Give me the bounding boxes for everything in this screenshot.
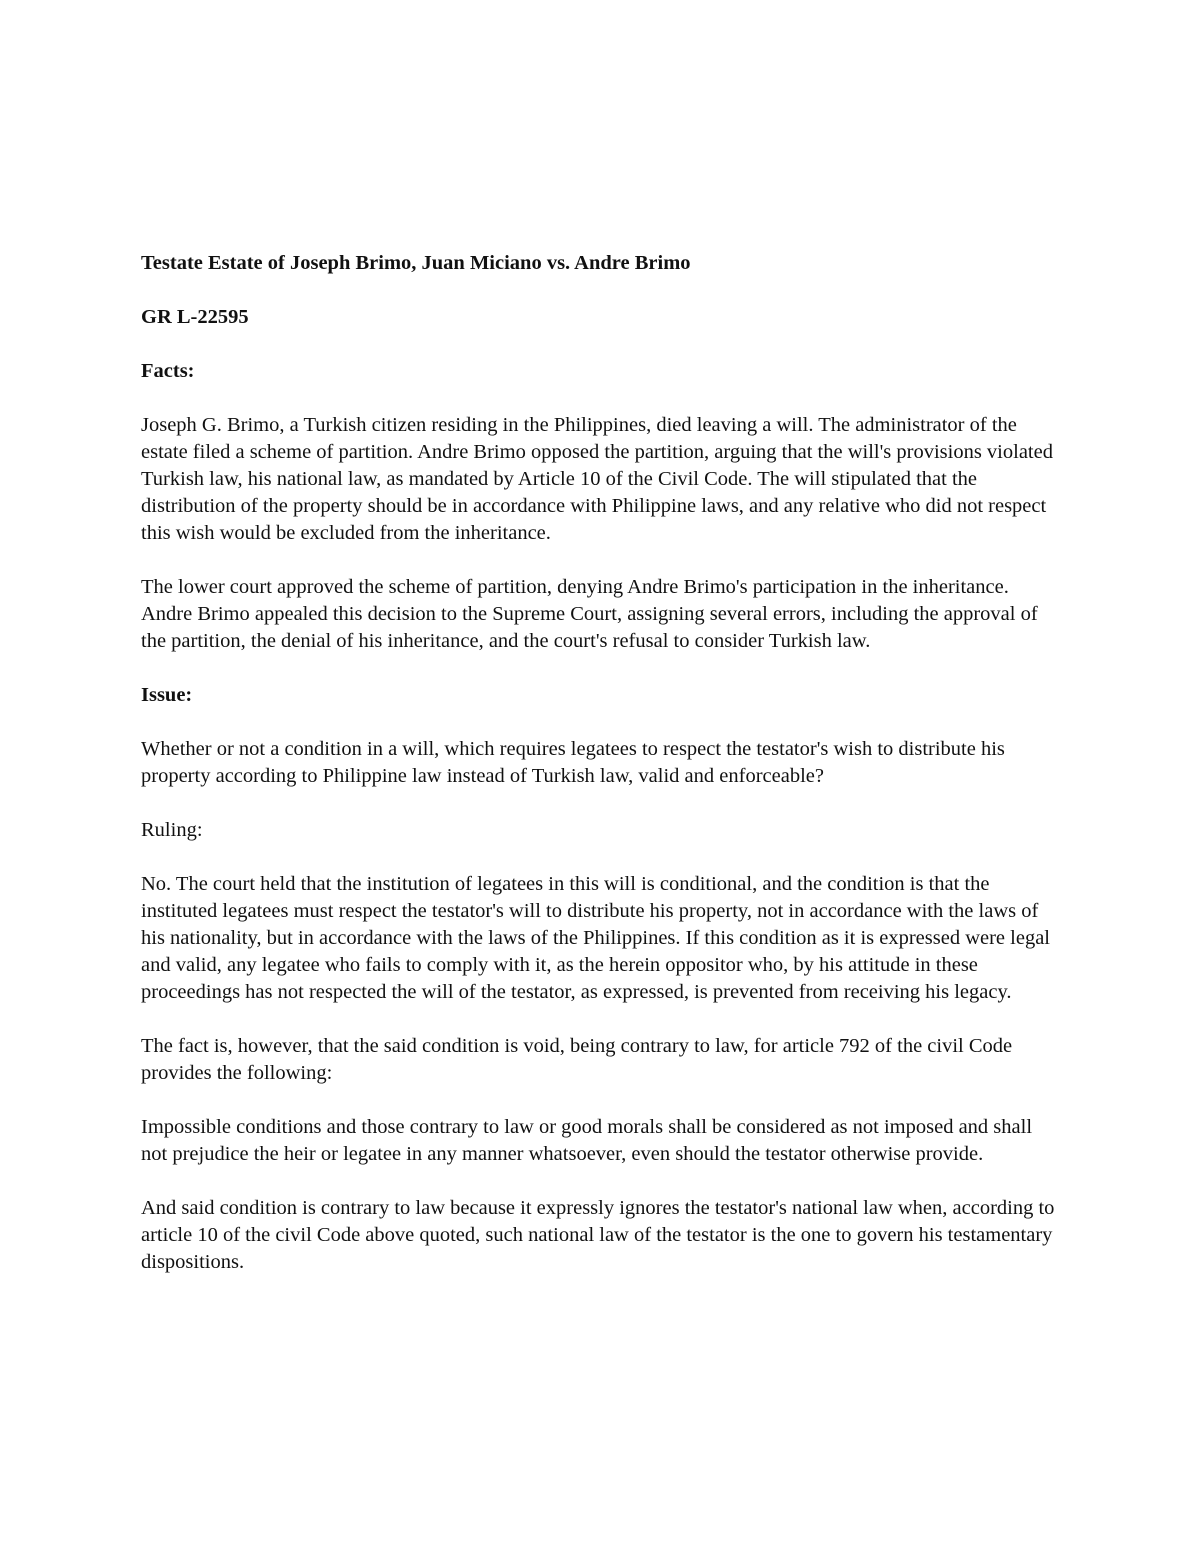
- ruling-heading: Ruling:: [141, 819, 203, 841]
- facts-heading: Facts:: [141, 360, 195, 382]
- ruling-paragraph-4: And said condition is contrary to law because it expressly ignores the testator's national law when, according to article 10 of the civil Code above quoted, such national law of the testator is the one to govern his testamentary dispositions.: [141, 1197, 1055, 1273]
- document-body: [141, 250, 1061, 1303]
- document-title: Testate Estate of Joseph Brimo, Juan Miciano vs. Andre Brimo: [141, 252, 691, 274]
- ruling-paragraph-1: No. The court held that the institution of legatees in this will is conditional, and the condition is that the instituted legatees must respect the testator's will to distribute his property, not in accordance with the laws of his nationality, but in accordance with the laws of the Philippines. If this condition as it is expressed were legal and valid, any legatee who fails to comply with it, as the herein oppositor who, by his attitude in these proceedings has not respected the will of the testator, as expressed, is prevented from receiving his legacy.: [141, 873, 1050, 1003]
- ruling-paragraph-2: The fact is, however, that the said condition is void, being contrary to law, for article 792 of the civil Code provides the following:: [141, 1035, 1013, 1084]
- issue-heading: Issue:: [141, 684, 193, 706]
- ruling-paragraph-3: Impossible conditions and those contrary to law or good morals shall be considered as not imposed and shall not prejudice the heir or legatee in any manner whatsoever, even should the testator otherwise provide.: [141, 1116, 1033, 1165]
- facts-paragraph-2: The lower court approved the scheme of partition, denying Andre Brimo's participation in the inheritance. Andre Brimo appealed this decision to the Supreme Court, assigning several errors, including the approval of the partition, the denial of his inheritance, and the court's refusal to consider Turkish law.: [141, 576, 1038, 652]
- case-number: GR L-22595: [141, 306, 249, 328]
- facts-paragraph-1: Joseph G. Brimo, a Turkish citizen residing in the Philippines, died leaving a will. The administrator of the estate filed a scheme of partition. Andre Brimo opposed the partition, arguing that the will's provisions violated Turkish law, his national law, as mandated by Article 10 of the Civil Code. The will stipulated that the distribution of the property should be in accordance with Philippine laws, and any relative who did not respect this wish would be excluded from the inheritance.: [141, 414, 1053, 544]
- issue-paragraph: Whether or not a condition in a will, which requires legatees to respect the testator's wish to distribute his property according to Philippine law instead of Turkish law, valid and enforceable?: [141, 738, 1005, 787]
